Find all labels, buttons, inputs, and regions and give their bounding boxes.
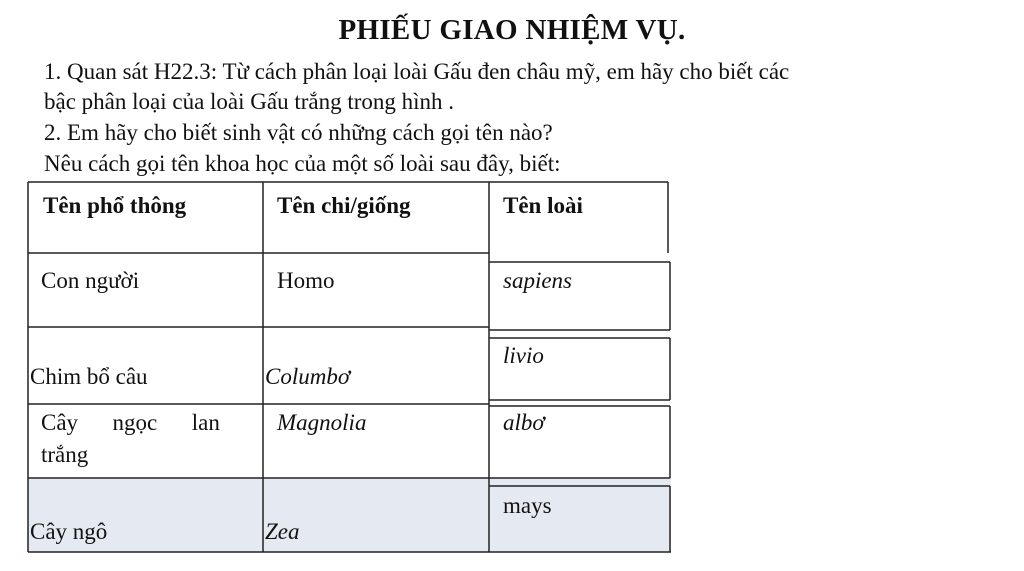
task-line-1: 1. Quan sát H22.3: Từ cách phân loại loài Gấu đen châu mỹ, em hãy cho biết các <box>44 59 790 84</box>
row2-species: livio <box>503 343 544 368</box>
row2-common: Chim bổ câu <box>30 364 148 389</box>
row3-common-line1: Cây ngọc lan <box>41 410 220 435</box>
header-genus: Tên chi/giống <box>277 193 411 218</box>
row1-species: sapiens <box>503 268 572 293</box>
row1-common: Con người <box>41 268 140 293</box>
page-title: PHIẾU GIAO NHIỆM VỤ. <box>338 14 686 46</box>
row4-genus: Zea <box>265 519 300 544</box>
row2-genus: Columbơ <box>265 364 351 389</box>
task-line-3: 2. Em hãy cho biết sinh vật có những cách gọi tên nào? <box>44 120 553 145</box>
task-line-2: bậc phân loại của loài Gấu trắng trong hình . <box>44 89 455 114</box>
header-common-name: Tên phổ thông <box>43 193 187 218</box>
row4-species: mays <box>503 493 552 518</box>
header-species: Tên loài <box>503 193 583 218</box>
task-line-4: Nêu cách gọi tên khoa học của một số loài sau đây, biết: <box>44 151 561 176</box>
row4-common: Cây ngô <box>30 519 108 544</box>
row3-genus: Magnolia <box>277 410 367 435</box>
row3-species: albơ <box>503 410 545 435</box>
last-row-background <box>28 478 671 552</box>
row3-common-line2: trắng <box>41 442 89 467</box>
row1-genus: Homo <box>277 268 335 293</box>
